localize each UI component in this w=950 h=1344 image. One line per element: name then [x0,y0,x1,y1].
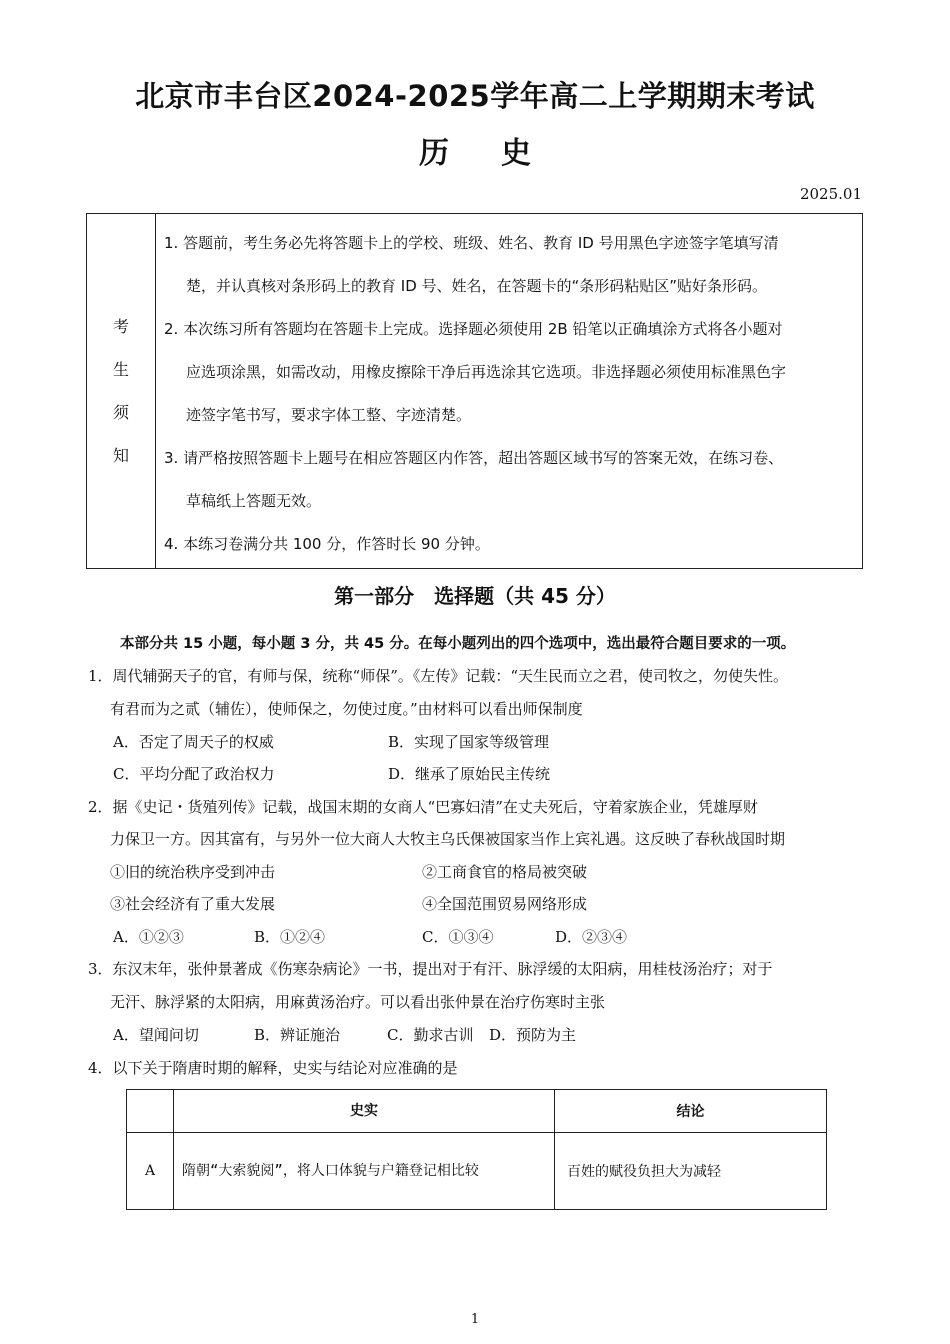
part-heading: 第一部分 选择题（共 45 分） [334,584,616,608]
notice-line: 4. 本练习卷满分共 100 分，作答时长 90 分钟。 [164,535,490,553]
q2-stem-line2: 力保卫一方。因其富有，与另外一位大商人大牧主乌氏倮被国家当作上宾礼遇。这反映了春秋战国时期 [110,830,786,848]
q1-option-a: A．否定了周天子的权威 [113,733,274,751]
notice-box [86,213,863,569]
page-number: 1 [470,1312,480,1327]
notice-line: 2. 本次练习所有答题均在答题卡上完成。选择题必须使用 2B 铅笔以正确填涂方式将各小题对 [164,320,783,338]
row-label: A [127,1133,174,1210]
q1-option-c: C．平均分配了政治权力 [113,765,275,783]
notice-line: 1. 答题前，考生务必先将答题卡上的学校、班级、姓名、教育 ID 号用黑色字迹签字笔填写清 [164,234,779,252]
fact-cell: 隋朝“大索貌阅”，将人口体貌与户籍登记相比较 [174,1133,555,1210]
notice-label-char: 生 [112,360,129,379]
q2-stem-line1: 2．据《史记・货殖列传》记载，战国末期的女商人“巴寡妇清”在丈夫死后，守着家族企业，凭雄厚财 [88,798,758,816]
q4-table [126,1089,827,1210]
q1-option-d: D．继承了原始民主传统 [388,765,551,783]
exam-date: 2025.01 [799,185,862,203]
notice-line: 草稿纸上答题无效。 [186,492,322,510]
q3-option-c: C．勤求古训 [387,1026,474,1044]
q1-option-b: B．实现了国家等级管理 [388,733,550,751]
q3-option-a: A．望闻问切 [113,1026,199,1044]
notice-line: 楚，并认真核对条形码上的教育 ID 号、姓名，在答题卡的“条形码粘贴区”贴好条形码。 [186,277,768,295]
conclusion-cell: 百姓的赋役负担大为减轻 [555,1133,827,1210]
part-intro: 本部分共 15 小题，每小题 3 分，共 45 分。在每小题列出的四个选项中，选出最符合题目要求的一项。 [120,636,796,652]
q2-option-d: D．②③④ [555,928,628,946]
exam-title: 北京市丰台区2024-2025学年高二上学期期末考试 [135,79,815,113]
notice-body [164,222,859,566]
table-row [127,1133,827,1210]
notice-line: 迹签字笔书写，要求字体工整、字迹清楚。 [186,406,472,424]
q3-option-b: B．辨证施治 [254,1026,341,1044]
table-header-row [127,1090,827,1133]
q2-statement-2: ②工商食官的格局被突破 [422,863,588,881]
notice-label-char: 须 [112,403,129,422]
q2-statement-1: ①旧的统治秩序受到冲击 [110,863,276,881]
exam-subject: 历史 [419,136,583,171]
notice-label [87,214,156,568]
q2-statement-3: ③社会经济有了重大发展 [110,895,276,913]
notice-line: 3. 请严格按照答题卡上题号在相应答题区内作答，超出答题区域书写的答案无效，在练习卷、 [164,449,784,467]
table-header-cell: 史实 [174,1090,555,1133]
q1-stem-line2: 有君而为之贰（辅佐），使师保之，勿使过度。”由材料可以看出师保制度 [110,700,583,718]
q3-stem-line1: 3．东汉末年，张仲景著成《伤寒杂病论》一书，提出对于有汗、脉浮缓的太阳病，用桂枝汤治疗；对于 [88,960,773,978]
q2-option-a: A．①②③ [113,928,184,946]
q4-stem: 4．以下关于隋唐时期的解释，史实与结论对应准确的是 [88,1059,458,1077]
notice-label-char: 知 [112,446,129,465]
notice-label-char: 考 [112,317,129,336]
table-header-cell: 结论 [555,1090,827,1133]
table-header-cell [127,1090,174,1133]
q1-stem-line1: 1．周代辅弼天子的官，有师与保，统称“师保”。《左传》记载：“天生民而立之君，使司牧之，勿使失性。 [88,667,789,685]
q2-statement-4: ④全国范围贸易网络形成 [422,895,588,913]
q2-option-b: B．①②④ [254,928,326,946]
q2-option-c: C．①③④ [422,928,494,946]
q3-option-d: D．预防为主 [489,1026,577,1044]
notice-line: 应选项涂黑，如需改动，用橡皮擦除干净后再选涂其它选项。非选择题必须使用标准黑色字 [186,363,787,381]
q3-stem-line2: 无汗、脉浮紧的太阳病，用麻黄汤治疗。可以看出张仲景在治疗伤寒时主张 [110,993,606,1011]
